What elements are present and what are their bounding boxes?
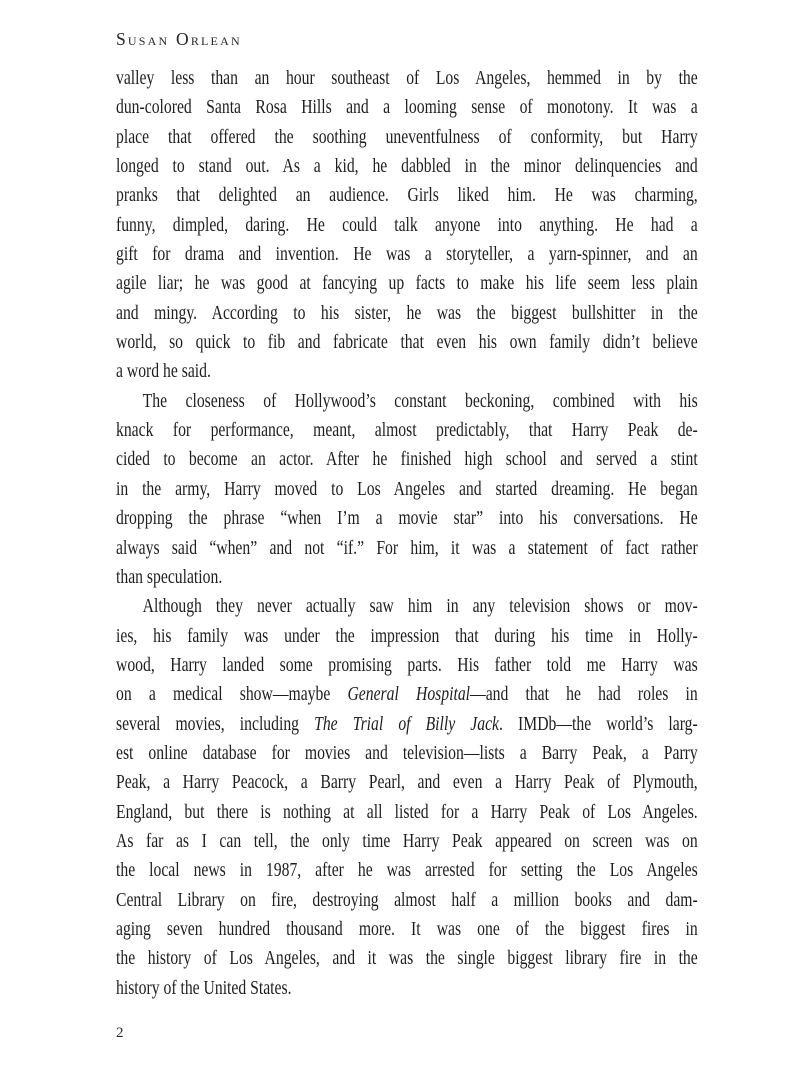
text-line	[116, 357, 698, 386]
text-segment: funny, dimpled, daring. He could talk anyone into anything. He had a	[116, 213, 698, 236]
text-line	[116, 181, 698, 210]
italic-title: General Hospital	[347, 683, 471, 706]
text-segment: England, but there is nothing at all listed for a Harry Peak of Los Angeles.	[116, 800, 698, 823]
text-line	[116, 739, 698, 768]
text-segment: several movies, including	[116, 712, 315, 735]
text-segment: dropping the phrase “when I’m a movie star” into his conversations. He	[116, 507, 698, 530]
text-segment: the local news in 1987, after he was arrested for setting the Los Angeles	[116, 859, 698, 882]
text-line	[116, 240, 698, 269]
text-line	[116, 64, 698, 93]
text-line	[116, 563, 698, 592]
text-segment: longed to stand out. As a kid, he dabbled in the minor delinquencies and	[116, 155, 698, 178]
text-line	[116, 152, 698, 181]
text-segment: always said “when” and not “if.” For him, it was a statement of fact rather	[116, 536, 698, 559]
text-line	[116, 445, 698, 474]
text-line	[116, 475, 698, 504]
text-segment: Central Library on fire, destroying almost half a million books and dam-	[116, 888, 698, 911]
text-segment: Peak, a Harry Peacock, a Barry Pearl, and even a Harry Peak of Plymouth,	[116, 771, 698, 794]
italic-title: The Trial of Billy Jack	[314, 712, 500, 735]
text-segment: on a medical show—maybe	[116, 683, 348, 706]
text-line	[116, 123, 698, 152]
text-segment: valley less than an hour southeast of Los Angeles, hemmed in by the	[116, 67, 698, 89]
text-segment: in the army, Harry moved to Los Angeles and started dreaming. He began	[116, 477, 698, 500]
text-line	[116, 680, 698, 709]
text-segment: agile liar; he was good at fancying up facts to make his life seem less plain	[116, 272, 698, 295]
text-segment: gift for drama and invention. He was a storyteller, a yarn-spinner, and an	[116, 243, 698, 266]
text-line	[116, 534, 698, 563]
text-segment: As far as I can tell, the only time Harry Peak appeared on screen was on	[116, 829, 698, 852]
text-segment: est online database for movies and television—lists a Barry Peak, a Parry	[116, 741, 698, 764]
page-number: 2	[116, 1025, 124, 1041]
paragraph	[116, 64, 698, 387]
text-segment: pranks that delighted an audience. Girls liked him. He was charming,	[116, 184, 698, 207]
text-segment: dun-colored Santa Rosa Hills and a looming sense of monotony. It was a	[116, 96, 698, 119]
text-line	[116, 211, 698, 240]
paragraph	[116, 592, 698, 1003]
text-line	[116, 944, 698, 973]
text-segment: Although they never actually saw him in any television shows or mov-	[142, 595, 698, 618]
text-segment: ies, his family was under the impression that during his time in Holly-	[116, 624, 698, 647]
text-segment: aging seven hundred thousand more. It was one of the biggest fires in	[116, 917, 698, 940]
text-line	[116, 387, 698, 416]
text-line	[116, 710, 698, 739]
text-line	[116, 974, 698, 1003]
text-segment: place that offered the soothing uneventfulness of conformity, but Harry	[116, 125, 698, 148]
text-line	[116, 592, 698, 621]
text-segment: the history of Los Angeles, and it was the single biggest library fire in the	[116, 947, 698, 970]
text-segment: —and that he had roles in	[470, 683, 698, 706]
text-line	[116, 299, 698, 328]
text-line	[116, 416, 698, 445]
text-line	[116, 768, 698, 797]
text-segment: and mingy. According to his sister, he was the biggest bullshitter in the	[116, 301, 698, 324]
text-segment: knack for performance, meant, almost predictably, that Harry Peak de-	[116, 419, 698, 442]
text-segment: . IMDb—the world’s larg-	[499, 712, 698, 735]
text-line	[116, 504, 698, 533]
text-segment: wood, Harry landed some promising parts. His father told me Harry was	[116, 653, 698, 676]
text-segment: a word he said.	[116, 360, 211, 383]
text-segment: cided to become an actor. After he finished high school and served a stint	[116, 448, 698, 471]
text-line	[116, 93, 698, 122]
text-line	[116, 269, 698, 298]
text-line	[116, 798, 698, 827]
text-block	[116, 64, 698, 1003]
text-segment: than speculation.	[116, 565, 223, 588]
text-segment: history of the United States.	[116, 976, 292, 999]
text-line	[116, 622, 698, 651]
text-line	[116, 328, 698, 357]
paragraph	[116, 387, 698, 592]
text-line	[116, 651, 698, 680]
text-segment: world, so quick to fib and fabricate that even his own family didn’t believe	[116, 331, 698, 354]
text-line	[116, 886, 698, 915]
text-line	[116, 856, 698, 885]
running-header-author: Susan Orlean	[116, 29, 242, 49]
text-line	[116, 827, 698, 856]
text-segment: The closeness of Hollywood’s constant beckoning, combined with his	[142, 389, 698, 412]
text-line	[116, 915, 698, 944]
